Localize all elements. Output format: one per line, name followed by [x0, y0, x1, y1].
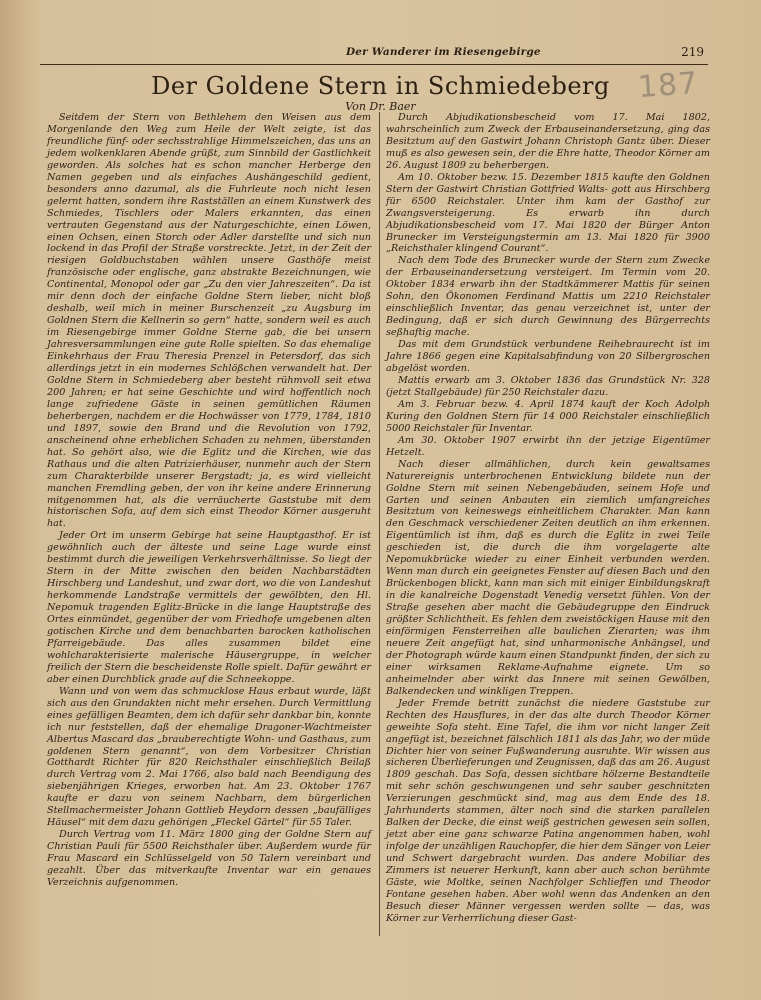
- left-column: [47, 112, 371, 889]
- right-column: [386, 112, 710, 925]
- paragraph: Am 3. Februar bezw. 4. April 1874 kauft der Koch Adolph Kuring den Goldnen Stern für 14 000 Reichstaler einschließlich 5000 Reichstaler für Inventar.: [386, 398, 710, 434]
- paragraph: Nach dieser allmählichen, durch kein gewaltsames Naturereignis unterbrochenen Entwicklung bildete nun der Goldne Stern mit seinen Nebengebäuden, seinem Hofe und Garten und seinen Anbauten ein ziemlich umfangreiches Besitztum von keineswegs einheitlichem Charakter. Man kann den Geschmack verschiedener Zeiten deutlich an ihm erkennen. Eigentümlich ist ihm, daß es durch die Eglitz in zwei Teile geschieden ist, die durch die ihm vorgelagerte alte Nepomukbrücke wieder zu einer Einheit verbunden werden. Wenn man durch ein geeignetes Fenster auf diesen Bach und den Brückenbogen blickt, kann man sich mit einiger Einbildungskraft in die kanalreiche Dogenstadt Venedig versetzt fühlen. Von der Straße gesehen aber macht die Gebäudegruppe den Eindruck größter Schlichtheit. Es fehlen dem zweistöckigen Hause mit den einförmigen Fensterreihen alle baulichen Zierarten; was ihm neuere Zeit angefügt hat, sind unharmonische Anhängsel, und der Photograph würde kaum einen Standpunkt finden, der sich zu einer wirksamen Reklame-Aufnahme eignete. Um so anheimelnder aber wirkt das Innere mit seinen Gewölben, Balkendecken und winkligen Treppen.: [386, 458, 710, 697]
- article-byline: Von Dr. Baer: [345, 100, 416, 113]
- paragraph: Mattis erwarb am 3. Oktober 1836 das Grundstück Nr. 328 (jetzt Stallgebäude) für 250 Reichstaler dazu.: [386, 374, 710, 398]
- paragraph: Das mit dem Grundstück verbundene Reihebraurecht ist im Jahre 1866 gegen eine Kapitalsabfindung von 20 Silbergroschen abgelöst worden.: [386, 339, 710, 375]
- paragraph: Wann und von wem das schmucklose Haus erbaut wurde, läßt sich aus den Grundakten nicht mehr ersehen. Durch Vermittlung eines gefälligen Beamten, dem ich dafür sehr dankbar bin, konnte ich nur feststellen, daß der ehemalige Dragoner-Wachtmeister Albertus Mascard das „brauberechtigte Wohn- und Gasthaus, zum goldenen Stern genannt“, von dem Vorbesitzer Christian Gotthardt Richter für 820 Reichsthaler einschließlich Beilaß durch Vertrag vom 2. Mai 1766, also bald nach Beendigung des siebenjährigen Krieges, erworben hat. Am 23. Oktober 1767 kaufte er dazu von seinem Nachbarn, dem bürgerlichen Stellmachermeister Johann Gottlieb Heydorn dessen „baufälliges Häusel“ mit dem dazu gehörigen „Fleckel Gärtel“ für 55 Taler.: [47, 685, 371, 829]
- paragraph: Jeder Ort im unserm Gebirge hat seine Hauptgasthof. Er ist gewöhnlich auch der älteste und seine Lage wurde einst bestimmt durch die jeweiligen Verkehrsverhältnisse. So liegt der Stern in der Mitte zwischen den beiden Nachbarstädten Hirschberg und Landeshut, und zwar dort, wo die von Landeshut herkommende Landstraße vermittels der gewölbten, den Hl. Nepomuk tragenden Eglitz-Brücke in die lange Hauptstraße des Ortes einmündet, gegenüber der vom Friedhofe umgebenen alten gotischen Kirche und dem benachbarten barocken katholischen Pfarreigebäude. Das alles zusammen bildet eine wohlcharakterisierte malerische Häusergruppe, in welcher freilich der Stern die bescheidenste Rolle spielt. Dafür gewährt er aber einen Durchblick grade auf die Schneekoppe.: [47, 530, 371, 685]
- running-title: Der Wanderer im Riesengebirge: [346, 46, 541, 58]
- paragraph: Durch Abjudikationsbescheid vom 17. Mai 1802, wahrscheinlich zum Zweck der Erbauseinandersetzung, ging das Besitztum auf den Gastwirt Johann Christoph Gantz über. Dieser muß es also gewesen sein, der die Ehre hatte, Theodor Körner am 26. August 1809 zu beherbergen.: [386, 112, 710, 171]
- paragraph: Seitdem der Stern von Bethlehem den Weisen aus dem Morgenlande den Weg zum Heile der Welt zeigte, ist das freundliche fünf- oder sechsstrahlige Himmelszeichen, das uns an jedem wolkenklaren Abende grüßt, zum Sinnbild der Gastlichkeit geworden. Als solches hat es schon mancher Herberge den Namen gegeben und als einfaches Aushängeschild gedient, besonders anno dazumal, als die Fuhrleute noch nicht lesen gelernt hatten, sondern ihre Rastställen an einem Kunstwerk des Schmiedes, Tischlers oder Malers erkannten, das einen vertrauten Gegenstand aus der Naturgeschichte, einen Löwen, einen Ochsen, einen Storch oder Adler darstellte und sich nun lockend in das Profil der Straße vorstreckte. Jetzt, in der Zeit der riesigen Goldbuchstaben wählen unsere Gasthöfe meist französische oder englische, ganz abstrakte Bezeichnungen, wie Continental, Monopol oder gar „Zu den vier Jahreszeiten“. Da ist mir denn doch der einfache Goldne Stern lieber, nicht bloß deshalb, weil mich in meiner Burschenzeit „zu Augsburg im Goldnen Stern die Kellnerin so gern“ hatte, sondern weil es auch im Riesengebirge immer Goldne Sterne gab, die bei unsern Jahresversammlungen eine gute Rolle spielten. So das ehemalige Einkehrhaus der Frau Theresia Prenzel in Petersdorf, das sich allerdings jetzt in ein modernes Schlößchen verwandelt hat. Der Goldne Stern in Schmiedeberg aber besteht rühmvoll seit etwa 200 Jahren; er hat seine Geschichte und wird hoffentlich noch lange zufriedene Gäste in seinen gemütlichen Räumen beherbergen, nachdem er die Hochwässer von 1779, 1784, 1810 und 1897, sowie den Brand und die Revolution von 1792, anscheinend ohne erheblichen Schaden zu nehmen, überstanden hat. So gehört also, wie die Eglitz und die Kirchen, wie das Rathaus und die alten Patrizierhäuser, nunmehr auch der Stern zum Charakterbilde unserer Bergstadt; ja, es wird vielleicht manchen Fremdling geben, der von ihr keine andere Erinnerung mitgenommen hat, als die verräucherte Gaststube mit dem historischen Sofa, auf dem sich einst Theodor Körner ausgeruht hat.: [47, 112, 371, 530]
- paragraph: Am 10. Oktober bezw. 15. Dezember 1815 kaufte den Goldnen Stern der Gastwirt Christian Gottfried Walts- gott aus Hirschberg für 6500 Reichstaler. Unter ihm kam der Gasthof zur Zwangsversteigerung. Es erwarb ihn durch Abjudikationsbescheid vom 17. Mai 1820 der Bürger Anton Brunecker im Versteigungstermin am 13. Mai 1820 für 3900 „Reichsthaler klingend Courant“.: [386, 171, 710, 255]
- paragraph: Durch Vertrag vom 11. März 1800 ging der Goldne Stern auf Christian Pauli für 5500 Reichsthaler über. Außerdem wurde für Frau Mascard ein Schlüsselgeld von 50 Talern vereinbart und gezahlt. Über das mitverkaufte Inventar war ein genaues Verzeichnis aufgenommen.: [47, 829, 371, 888]
- page-header: [40, 46, 708, 65]
- paragraph: Jeder Fremde betritt zunächst die niedere Gaststube zur Rechten des Hausflures, in der das alte durch Theodor Körner geweihte Sofa steht. Eine Tafel, die ihm vor nicht langer Zeit angefügt ist, bezeichnet fälschlich 1811 als das Jahr, wo der müde Dichter hier von seiner Fußwanderung ausruhte. Wir wissen aus sicheren Überlieferungen und Zeugnissen, daß das am 26. August 1809 geschah. Das Sofa, dessen sichtbare hölzerne Bestandteile mit sehr schön geschwungenen und sehr sauber geschnitzten Verzierungen geschmückt sind, mag aus dem Ende des 18. Jahrhunderts stammen, älter noch sind die starken parallelen Balken der Decke, die einst weiß gestrichen gewesen sein sollen, jetzt aber eine ganz schwarze Patina angenommen haben, wohl infolge der unzähligen Rauchopfer, die hier dem Sänger von Leier und Schwert dargebracht wurden. Das andere Mobiliar des Zimmers ist neuerer Herkunft, kann aber auch schon berühmte Gäste, wie Moltke, seinen Nachfolger Schlieffen und Theodor Fontane gesehen haben. Aber wohl wenn das Andenken an den Besuch dieser Männer vergessen werden sollte — das, was Körner zur Verherrlichung dieser Gast-: [386, 697, 710, 924]
- paragraph: Nach dem Tode des Brunecker wurde der Stern zum Zwecke der Erbauseinandersetzung versteigert. Im Termin vom 20. Oktober 1834 erwarb ihn der Stadtkämmerer Mattis für seinen Sohn, den Ökonomen Ferdinand Mattis um 2210 Reichstaler einschließlich Inventar, das genau verzeichnet ist, unter der Bedingung, daß er sich durch Gewinnung des Bürgerrechts seßhaftig mache.: [386, 255, 710, 339]
- pencil-annotation: 187: [636, 65, 700, 106]
- article-title: Der Goldene Stern in Schmiedeberg: [151, 72, 610, 100]
- paragraph: Am 30. Oktober 1907 erwirbt ihn der jetzige Eigentümer Hetzelt.: [386, 434, 710, 458]
- column-divider: [379, 112, 380, 936]
- page-number: 219: [681, 45, 704, 59]
